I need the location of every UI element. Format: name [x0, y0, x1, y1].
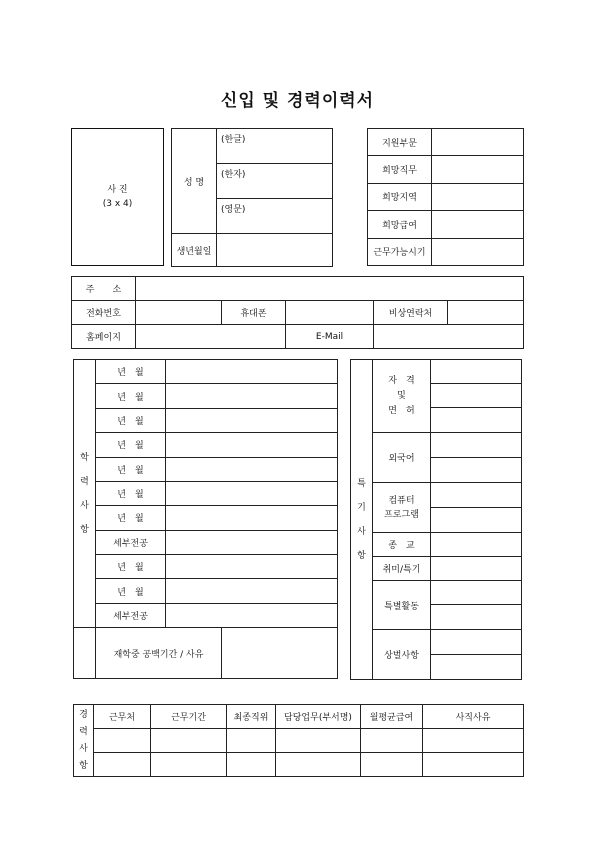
- foreign-language-label: 외국어: [373, 433, 431, 483]
- photo-label: 사 진: [107, 185, 128, 195]
- career-cell[interactable]: [151, 753, 227, 777]
- education-field[interactable]: [166, 433, 338, 457]
- special-table: [350, 359, 522, 680]
- emergency-label: 비상연락처: [374, 301, 448, 325]
- career-column-header: 월평균급여: [361, 705, 423, 729]
- career-cell[interactable]: [361, 753, 423, 777]
- application-label: 근무가능시기: [368, 238, 432, 265]
- career-cell[interactable]: [227, 753, 276, 777]
- career-cell[interactable]: [94, 753, 151, 777]
- license-field[interactable]: [431, 408, 522, 433]
- education-field[interactable]: [166, 555, 338, 579]
- hobby-label: 취미/특기: [373, 557, 431, 581]
- career-column-header: 최종직위: [227, 705, 276, 729]
- name-english-field[interactable]: (영문): [217, 199, 333, 234]
- hobby-field[interactable]: [431, 557, 522, 581]
- career-cell[interactable]: [361, 729, 423, 753]
- name-korean-field[interactable]: (한글): [217, 129, 333, 164]
- religion-label: 종 교: [373, 533, 431, 557]
- birth-label: 생년월일: [172, 234, 217, 267]
- career-cell[interactable]: [151, 729, 227, 753]
- activities-label: 특별활동: [373, 581, 431, 630]
- education-date-label: 년 월: [96, 555, 166, 579]
- education-field[interactable]: [166, 579, 338, 603]
- education-date-label: 년 월: [96, 360, 166, 384]
- photo-box[interactable]: [71, 128, 164, 266]
- major-field[interactable]: [166, 530, 338, 554]
- gap-reason-label: 재학중 공백기간 / 사유: [96, 628, 222, 679]
- education-date-label: 년 월: [96, 457, 166, 481]
- career-column-header: 근무기간: [151, 705, 227, 729]
- computer-field[interactable]: [431, 508, 522, 533]
- homepage-label: 홈페이지: [72, 325, 136, 349]
- education-field[interactable]: [166, 506, 338, 530]
- email-field[interactable]: [374, 325, 524, 349]
- application-field[interactable]: [432, 211, 524, 238]
- homepage-field[interactable]: [136, 325, 286, 349]
- address-label: 주 소: [72, 277, 136, 301]
- education-field[interactable]: [166, 408, 338, 432]
- religion-field[interactable]: [431, 533, 522, 557]
- education-date-label: 년 월: [96, 579, 166, 603]
- education-bottom-spacer: [74, 628, 96, 679]
- major-field[interactable]: [166, 603, 338, 627]
- activities-field[interactable]: [431, 581, 522, 605]
- photo-size: (3 x 4): [102, 199, 133, 209]
- career-cell[interactable]: [276, 729, 361, 753]
- mobile-field[interactable]: [286, 301, 374, 325]
- education-field[interactable]: [166, 481, 338, 505]
- education-field[interactable]: [166, 384, 338, 408]
- computer-label: 컴퓨터 프로그램: [373, 483, 431, 533]
- education-field[interactable]: [166, 457, 338, 481]
- application-table: [367, 128, 524, 266]
- license-field[interactable]: [431, 384, 522, 408]
- foreign-language-field[interactable]: [431, 433, 522, 458]
- awards-field[interactable]: [431, 655, 522, 680]
- email-label: E-Mail: [286, 325, 374, 349]
- career-column-header: 사직사유: [423, 705, 524, 729]
- education-field[interactable]: [166, 360, 338, 384]
- education-table: [73, 359, 338, 679]
- career-cell[interactable]: [276, 753, 361, 777]
- application-field[interactable]: [432, 156, 524, 183]
- mobile-label: 휴대폰: [222, 301, 286, 325]
- career-cell[interactable]: [227, 729, 276, 753]
- application-field[interactable]: [432, 129, 524, 156]
- activities-field[interactable]: [431, 605, 522, 630]
- gap-reason-field[interactable]: [222, 628, 338, 679]
- major-label: 세부전공: [96, 603, 166, 627]
- education-date-label: 년 월: [96, 384, 166, 408]
- application-field[interactable]: [432, 183, 524, 210]
- application-label: 희망지역: [368, 183, 432, 210]
- phone-field[interactable]: [136, 301, 222, 325]
- education-date-label: 년 월: [96, 506, 166, 530]
- education-heading: 학 력 사 항: [74, 360, 96, 628]
- application-label: 지원부문: [368, 129, 432, 156]
- birth-field[interactable]: [217, 234, 333, 267]
- education-date-label: 년 월: [96, 408, 166, 432]
- career-cell[interactable]: [423, 729, 524, 753]
- career-cell[interactable]: [94, 729, 151, 753]
- education-date-label: 년 월: [96, 433, 166, 457]
- contact-table: [71, 276, 524, 349]
- license-label: 자 격 및 면 허: [373, 360, 431, 433]
- career-heading: 경 력 사 항: [74, 705, 94, 777]
- education-date-label: 년 월: [96, 481, 166, 505]
- major-label: 세부전공: [96, 530, 166, 554]
- computer-field[interactable]: [431, 483, 522, 508]
- license-field[interactable]: [431, 360, 522, 384]
- address-field[interactable]: [136, 277, 524, 301]
- application-label: 희망직무: [368, 156, 432, 183]
- name-hanja-field[interactable]: (한자): [217, 164, 333, 199]
- phone-label: 전화번호: [72, 301, 136, 325]
- application-label: 희망급여: [368, 211, 432, 238]
- awards-label: 상벌사항: [373, 630, 431, 680]
- name-label: 성 명: [172, 129, 217, 234]
- career-cell[interactable]: [423, 753, 524, 777]
- career-column-header: 근무처: [94, 705, 151, 729]
- career-table: [73, 704, 524, 777]
- page-title: 신입 및 경력이력서: [220, 91, 375, 111]
- emergency-field[interactable]: [448, 301, 524, 325]
- foreign-language-field[interactable]: [431, 458, 522, 483]
- awards-field[interactable]: [431, 630, 522, 655]
- application-field[interactable]: [432, 238, 524, 265]
- career-column-header: 담당업무(부서명): [276, 705, 361, 729]
- special-heading: 특 기 사 항: [351, 360, 373, 680]
- name-table: [171, 128, 333, 267]
